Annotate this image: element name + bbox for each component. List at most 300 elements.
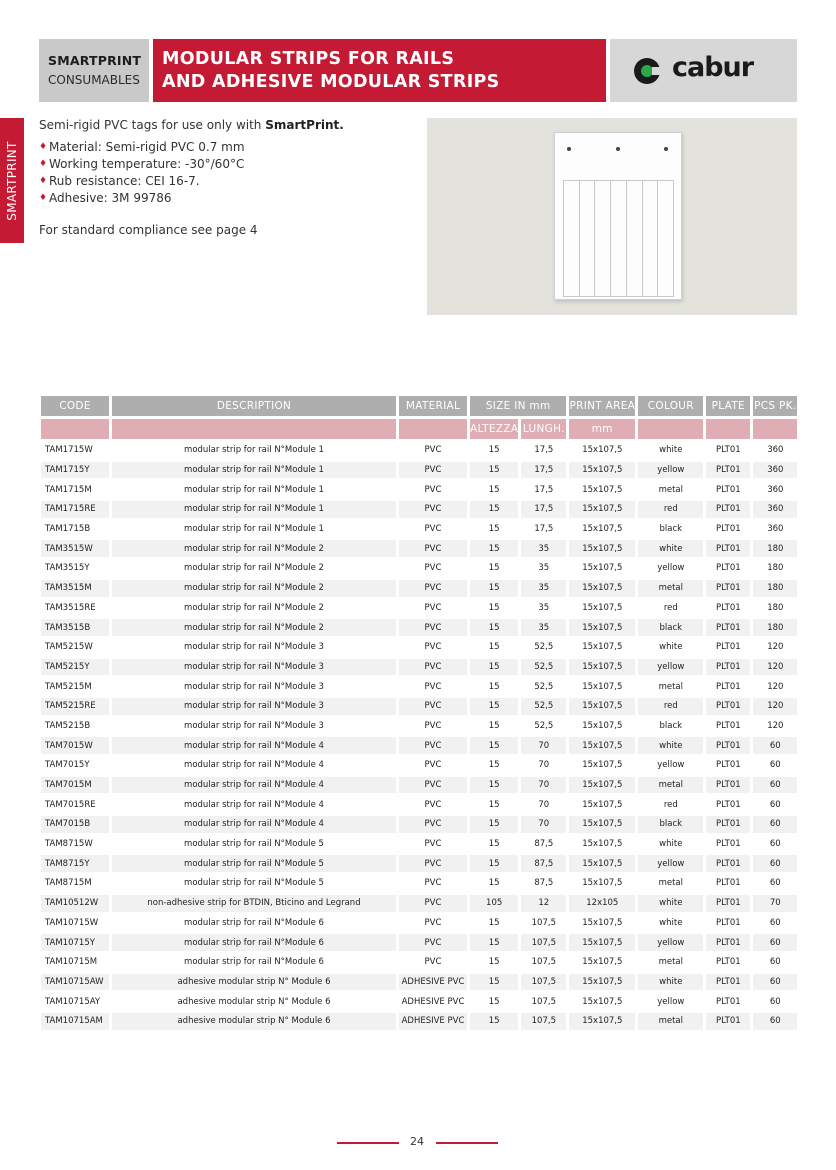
cell-lungh: 52,5 — [521, 698, 566, 715]
cell-code: TAM10715AM — [41, 1013, 109, 1030]
cell-altezza: 15 — [488, 642, 500, 653]
cell-pcs: 360 — [753, 462, 797, 479]
cell-code: TAM1715M — [45, 484, 92, 495]
cell-print-area: 15x107,5 — [569, 501, 635, 518]
cell-colour: red — [663, 602, 678, 613]
table-row — [41, 600, 797, 617]
cell-plate: PLT01 — [715, 445, 741, 456]
cell-description: modular strip for rail N°Module 2 — [184, 563, 324, 574]
cell-altezza: 15 — [470, 777, 518, 794]
cell-colour: white — [638, 540, 703, 557]
cell-colour: metal — [658, 957, 684, 968]
table-row — [41, 678, 797, 695]
cell-code: TAM3515B — [41, 619, 109, 636]
cell-plate: PLT01 — [706, 501, 750, 518]
cell-description: modular strip for rail N°Module 3 — [184, 720, 324, 731]
table-row — [41, 560, 797, 577]
cell-altezza: 15 — [488, 799, 500, 810]
cell-plate: PLT01 — [715, 681, 741, 692]
cell-lungh: 35 — [538, 602, 550, 613]
cell-lungh: 52,5 — [534, 642, 554, 653]
cell-colour: metal — [638, 777, 703, 794]
cell-plate: PLT01 — [715, 760, 741, 771]
cell-pcs: 180 — [753, 540, 797, 557]
cell-code: TAM8715Y — [41, 855, 109, 872]
cell-lungh: 107,5 — [531, 957, 556, 968]
cell-description: modular strip for rail N°Module 3 — [112, 698, 396, 715]
cell-pcs: 60 — [769, 839, 781, 850]
mount-hole-icon — [664, 147, 668, 151]
cell-pcs: 180 — [753, 580, 797, 597]
cell-material: PVC — [424, 878, 442, 889]
table-header-row — [41, 396, 797, 416]
spec-item: ♦ Working temperature: -30°/60°C — [39, 156, 419, 173]
table-row — [41, 462, 797, 479]
cell-material: PVC — [399, 580, 467, 597]
cell-lungh: 52,5 — [534, 720, 554, 731]
cell-code: TAM3515W — [41, 540, 109, 557]
cell-colour: metal — [658, 681, 684, 692]
cell-code: TAM5215RE — [41, 698, 109, 715]
cell-colour: white — [659, 839, 683, 850]
cell-material: PVC — [424, 524, 442, 535]
cell-colour: red — [638, 698, 703, 715]
subheader-lungh: LUNGH. — [521, 419, 566, 439]
cell-pcs: 60 — [753, 855, 797, 872]
cell-print-area: 15x107,5 — [569, 698, 635, 715]
cell-colour: yellow — [638, 659, 703, 676]
cell-lungh: 70 — [538, 760, 550, 771]
cell-plate: PLT01 — [706, 855, 750, 872]
section-title: SMARTPRINT — [48, 53, 142, 68]
cell-plate: PLT01 — [706, 580, 750, 597]
side-tab — [0, 118, 24, 243]
cell-colour: white — [638, 737, 703, 754]
cell-print-area: 15x107,5 — [569, 974, 635, 991]
cell-description: modular strip for rail N°Module 4 — [112, 737, 396, 754]
cell-lungh: 87,5 — [534, 839, 554, 850]
cell-print-area: 15x107,5 — [582, 957, 623, 968]
cell-pcs: 60 — [753, 816, 797, 833]
cell-pcs: 120 — [753, 698, 797, 715]
table-subheader-row — [41, 419, 797, 439]
cell-code: TAM3515M — [41, 580, 109, 597]
cell-code: TAM10512W — [41, 895, 109, 912]
cell-print-area: 15x107,5 — [582, 484, 623, 495]
cell-pcs: 360 — [767, 484, 784, 495]
cell-lungh: 52,5 — [534, 681, 554, 692]
cell-material: PVC — [424, 602, 442, 613]
cell-altezza: 15 — [488, 839, 500, 850]
cell-colour: metal — [638, 580, 703, 597]
cell-pcs: 180 — [753, 619, 797, 636]
cell-lungh: 107,5 — [521, 974, 566, 991]
cell-altezza: 15 — [470, 580, 518, 597]
cell-pcs: 60 — [769, 957, 781, 968]
cell-code: TAM3515Y — [45, 563, 90, 574]
cell-material: PVC — [424, 484, 442, 495]
cell-description: modular strip for rail N°Module 2 — [112, 540, 396, 557]
table-row — [41, 974, 797, 991]
cell-print-area: 15x107,5 — [569, 659, 635, 676]
brand-name: cabur — [672, 52, 754, 83]
cell-pcs: 360 — [767, 524, 784, 535]
cell-material: ADHESIVE PVC — [399, 1013, 467, 1030]
cell-material: ADHESIVE PVC — [399, 974, 467, 991]
cell-colour: yellow — [638, 462, 703, 479]
cell-plate: PLT01 — [706, 895, 750, 912]
cell-lungh: 17,5 — [534, 524, 554, 535]
cell-lungh: 52,5 — [521, 659, 566, 676]
cell-plate: PLT01 — [715, 917, 741, 928]
cell-pcs: 120 — [767, 720, 784, 731]
cell-colour: yellow — [657, 563, 685, 574]
section-label — [39, 39, 149, 102]
cell-altezza: 15 — [488, 760, 500, 771]
cell-print-area: 15x107,5 — [582, 445, 623, 456]
cell-description: modular strip for rail N°Module 2 — [112, 580, 396, 597]
cell-code: TAM1715RE — [41, 501, 109, 518]
cell-material: PVC — [424, 681, 442, 692]
cell-lungh: 35 — [521, 619, 566, 636]
cell-material: PVC — [424, 445, 442, 456]
subheader-empty — [706, 419, 750, 439]
table-row — [41, 737, 797, 754]
cell-code: TAM10715W — [45, 917, 99, 928]
cell-altezza: 15 — [488, 484, 500, 495]
table-row — [41, 540, 797, 557]
cell-altezza: 15 — [470, 1013, 518, 1030]
cell-altezza: 15 — [488, 681, 500, 692]
cell-pcs: 60 — [769, 917, 781, 928]
cell-lungh: 35 — [521, 540, 566, 557]
cell-description: modular strip for rail N°Module 5 — [184, 878, 324, 889]
cell-altezza: 15 — [488, 720, 500, 731]
cell-print-area: 15x107,5 — [582, 642, 623, 653]
cell-pcs: 60 — [769, 799, 781, 810]
cell-colour: yellow — [657, 760, 685, 771]
cell-print-area: 15x107,5 — [569, 737, 635, 754]
cell-print-area: 15x107,5 — [582, 799, 623, 810]
product-image — [427, 118, 797, 315]
cell-pcs: 60 — [769, 996, 781, 1007]
cell-material: PVC — [399, 934, 467, 951]
col-header-material: MATERIAL — [399, 396, 467, 416]
cell-code: TAM10715Y — [41, 934, 109, 951]
cell-code: TAM5215B — [45, 720, 91, 731]
subheader-print-unit: mm — [569, 419, 635, 439]
cell-pcs: 360 — [753, 501, 797, 518]
cell-colour: white — [659, 445, 683, 456]
cell-plate: PLT01 — [715, 878, 741, 889]
cell-description: non-adhesive strip for BTDIN, Bticino and Legrand — [112, 895, 396, 912]
table-row — [41, 875, 797, 892]
cell-plate: PLT01 — [706, 974, 750, 991]
cell-plate: PLT01 — [706, 659, 750, 676]
spec-item: ♦ Adhesive: 3M 99786 — [39, 190, 419, 207]
cell-plate: PLT01 — [706, 619, 750, 636]
cell-altezza: 15 — [488, 563, 500, 574]
cell-description: modular strip for rail N°Module 3 — [112, 659, 396, 676]
cell-description: modular strip for rail N°Module 5 — [112, 855, 396, 872]
cell-lungh: 70 — [521, 816, 566, 833]
cell-material: PVC — [399, 619, 467, 636]
cell-code: TAM7015Y — [45, 760, 90, 771]
cell-code: TAM5215Y — [41, 659, 109, 676]
mount-hole-icon — [616, 147, 620, 151]
page-title-banner — [153, 39, 606, 102]
cell-altezza: 15 — [470, 934, 518, 951]
cell-lungh: 70 — [538, 799, 550, 810]
cell-material: PVC — [424, 917, 442, 928]
cell-altezza: 15 — [470, 619, 518, 636]
cell-lungh: 107,5 — [531, 917, 556, 928]
cell-colour: white — [659, 642, 683, 653]
cell-plate: PLT01 — [715, 484, 741, 495]
cell-plate: PLT01 — [715, 563, 741, 574]
compliance-note: For standard compliance see page 4 — [39, 223, 258, 237]
cell-altezza: 15 — [470, 974, 518, 991]
table-row — [41, 619, 797, 636]
cell-pcs: 120 — [767, 642, 784, 653]
cell-description: modular strip for rail N°Module 3 — [184, 681, 324, 692]
cell-description: modular strip for rail N°Module 6 — [112, 934, 396, 951]
cell-plate: PLT01 — [706, 934, 750, 951]
table-row — [41, 1013, 797, 1030]
cell-pcs: 180 — [767, 563, 784, 574]
cell-description: adhesive modular strip N° Module 6 — [177, 996, 331, 1007]
cell-print-area: 15x107,5 — [582, 760, 623, 771]
cell-altezza: 15 — [470, 855, 518, 872]
col-header-colour: COLOUR — [638, 396, 703, 416]
table-row — [41, 993, 797, 1010]
cell-lungh: 12 — [521, 895, 566, 912]
cell-material: PVC — [424, 957, 442, 968]
cell-pcs: 60 — [769, 878, 781, 889]
cell-pcs: 360 — [767, 445, 784, 456]
cell-code: TAM8715W — [45, 839, 93, 850]
cell-description: modular strip for rail N°Module 1 — [184, 524, 324, 535]
cell-colour: black — [659, 720, 683, 731]
cell-plate: PLT01 — [706, 540, 750, 557]
cell-code: TAM7015M — [41, 777, 109, 794]
cell-print-area: 15x107,5 — [582, 720, 623, 731]
cell-colour: metal — [658, 484, 684, 495]
table-row — [41, 580, 797, 597]
cell-lungh: 17,5 — [521, 501, 566, 518]
cell-code: TAM10715AW — [41, 974, 109, 991]
cell-altezza: 15 — [470, 816, 518, 833]
cell-print-area: 15x107,5 — [569, 619, 635, 636]
intro-lead — [39, 117, 419, 134]
cell-code: TAM1715W — [45, 445, 93, 456]
cell-pcs: 60 — [753, 777, 797, 794]
cell-print-area: 15x107,5 — [582, 996, 623, 1007]
cell-material: PVC — [424, 563, 442, 574]
cell-plate: PLT01 — [715, 602, 741, 613]
cell-print-area: 15x107,5 — [582, 602, 623, 613]
cell-description: modular strip for rail N°Module 1 — [184, 484, 324, 495]
table-row — [41, 895, 797, 912]
page-footer — [337, 1135, 498, 1151]
cell-altezza: 15 — [488, 957, 500, 968]
cell-plate: PLT01 — [706, 698, 750, 715]
logo-mark-icon — [632, 56, 668, 86]
mount-hole-icon — [567, 147, 571, 151]
table-row — [41, 934, 797, 951]
cell-lungh: 17,5 — [534, 484, 554, 495]
cell-description: modular strip for rail N°Module 1 — [112, 462, 396, 479]
cell-material: PVC — [399, 816, 467, 833]
spec-item: ♦ Material: Semi-rigid PVC 0.7 mm — [39, 139, 419, 156]
cell-material: PVC — [424, 799, 442, 810]
cell-pcs: 60 — [753, 1013, 797, 1030]
page-title — [162, 48, 500, 94]
cell-altezza: 15 — [488, 996, 500, 1007]
cell-pcs: 180 — [767, 602, 784, 613]
cell-altezza: 15 — [488, 917, 500, 928]
cell-material: PVC — [424, 720, 442, 731]
subheader-empty — [399, 419, 467, 439]
table-body — [41, 442, 797, 1030]
cell-altezza: 15 — [470, 540, 518, 557]
cell-print-area: 15x107,5 — [569, 855, 635, 872]
subheader-empty — [112, 419, 396, 439]
intro-lead-brand: SmartPrint. — [265, 118, 344, 132]
cell-code: TAM1715B — [45, 524, 91, 535]
cell-print-area: 15x107,5 — [569, 580, 635, 597]
section-subtitle: CONSUMABLES — [48, 73, 140, 87]
cell-description: modular strip for rail N°Module 4 — [184, 760, 324, 771]
cell-lungh: 70 — [521, 777, 566, 794]
col-header-code: CODE — [41, 396, 109, 416]
table-row — [41, 777, 797, 794]
cell-plate: PLT01 — [715, 642, 741, 653]
cell-lungh: 17,5 — [521, 462, 566, 479]
cell-material: PVC — [399, 737, 467, 754]
table-row — [41, 718, 797, 735]
cell-print-area: 12x105 — [569, 895, 635, 912]
table-row — [41, 836, 797, 853]
strip-modules — [563, 180, 674, 297]
cell-plate: PLT01 — [715, 839, 741, 850]
cell-description: modular strip for rail N°Module 5 — [184, 839, 324, 850]
cell-colour: white — [659, 917, 683, 928]
cell-altezza: 105 — [470, 895, 518, 912]
cell-description: modular strip for rail N°Module 6 — [184, 917, 324, 928]
table-row — [41, 659, 797, 676]
cell-plate: PLT01 — [715, 799, 741, 810]
cell-description: adhesive modular strip N° Module 6 — [112, 1013, 396, 1030]
strip-illustration — [554, 132, 682, 300]
cell-description: modular strip for rail N°Module 2 — [184, 602, 324, 613]
cell-print-area: 15x107,5 — [582, 681, 623, 692]
intro-lead-text: Semi-rigid PVC tags for use only with — [39, 118, 262, 132]
cell-material: PVC — [399, 855, 467, 872]
cell-description: modular strip for rail N°Module 3 — [184, 642, 324, 653]
brand-panel — [610, 39, 797, 102]
cell-colour: white — [638, 974, 703, 991]
table-row — [41, 442, 797, 459]
cell-material: PVC — [424, 642, 442, 653]
cell-description: modular strip for rail N°Module 4 — [112, 777, 396, 794]
footer-rule-left — [337, 1142, 399, 1144]
cell-print-area: 15x107,5 — [569, 462, 635, 479]
table-row — [41, 816, 797, 833]
cell-colour: black — [638, 619, 703, 636]
cell-colour: black — [659, 524, 683, 535]
cell-code: TAM1715Y — [41, 462, 109, 479]
cell-plate: PLT01 — [706, 737, 750, 754]
cell-code: TAM10715M — [45, 957, 98, 968]
cell-print-area: 15x107,5 — [569, 1013, 635, 1030]
cell-code: TAM5215M — [45, 681, 92, 692]
cell-material: PVC — [399, 462, 467, 479]
cell-description: modular strip for rail N°Module 1 — [184, 445, 324, 456]
cell-description: modular strip for rail N°Module 2 — [112, 619, 396, 636]
cell-description: modular strip for rail N°Module 4 — [112, 816, 396, 833]
table-row — [41, 501, 797, 518]
col-header-size: SIZE IN mm — [470, 396, 566, 416]
cell-lungh: 107,5 — [531, 996, 556, 1007]
cell-print-area: 15x107,5 — [582, 878, 623, 889]
cell-altezza: 15 — [470, 659, 518, 676]
intro-text — [39, 117, 419, 239]
cell-material: PVC — [399, 501, 467, 518]
subheader-empty — [41, 419, 109, 439]
cell-altezza: 15 — [488, 602, 500, 613]
cell-plate: PLT01 — [706, 777, 750, 794]
cell-material: PVC — [424, 760, 442, 771]
cell-colour: yellow — [638, 934, 703, 951]
cell-colour: yellow — [657, 996, 685, 1007]
cell-description: modular strip for rail N°Module 6 — [184, 957, 324, 968]
table-row — [41, 757, 797, 774]
table-row — [41, 954, 797, 971]
cell-material: PVC — [399, 659, 467, 676]
cell-print-area: 15x107,5 — [569, 816, 635, 833]
cell-print-area: 15x107,5 — [569, 777, 635, 794]
cell-altezza: 15 — [470, 737, 518, 754]
cell-pcs: 60 — [753, 737, 797, 754]
cell-pcs: 120 — [767, 681, 784, 692]
cell-plate: PLT01 — [715, 996, 741, 1007]
cell-material: PVC — [399, 777, 467, 794]
cell-colour: yellow — [638, 855, 703, 872]
footer-rule-right — [436, 1142, 498, 1144]
cell-altezza: 15 — [488, 445, 500, 456]
cell-description: adhesive modular strip N° Module 6 — [112, 974, 396, 991]
cell-material: ADHESIVE PVC — [401, 996, 465, 1007]
table-row — [41, 796, 797, 813]
cell-colour: red — [663, 799, 678, 810]
col-header-print-area: PRINT AREA — [569, 396, 635, 416]
cell-lungh: 35 — [538, 563, 550, 574]
col-header-plate: PLATE — [706, 396, 750, 416]
cell-lungh: 70 — [521, 737, 566, 754]
page-title-line2: AND ADHESIVE MODULAR STRIPS — [162, 72, 500, 92]
cell-altezza: 15 — [470, 501, 518, 518]
page-title-line1: MODULAR STRIPS FOR RAILS — [162, 49, 455, 69]
cell-material: PVC — [424, 839, 442, 850]
table-row — [41, 698, 797, 715]
cell-lungh: 87,5 — [521, 855, 566, 872]
cell-pcs: 120 — [753, 659, 797, 676]
cell-lungh: 87,5 — [534, 878, 554, 889]
spec-item: ♦ Rub resistance: CEI 16-7. — [39, 173, 419, 190]
cell-code: TAM8715M — [45, 878, 92, 889]
cell-colour: metal — [638, 1013, 703, 1030]
